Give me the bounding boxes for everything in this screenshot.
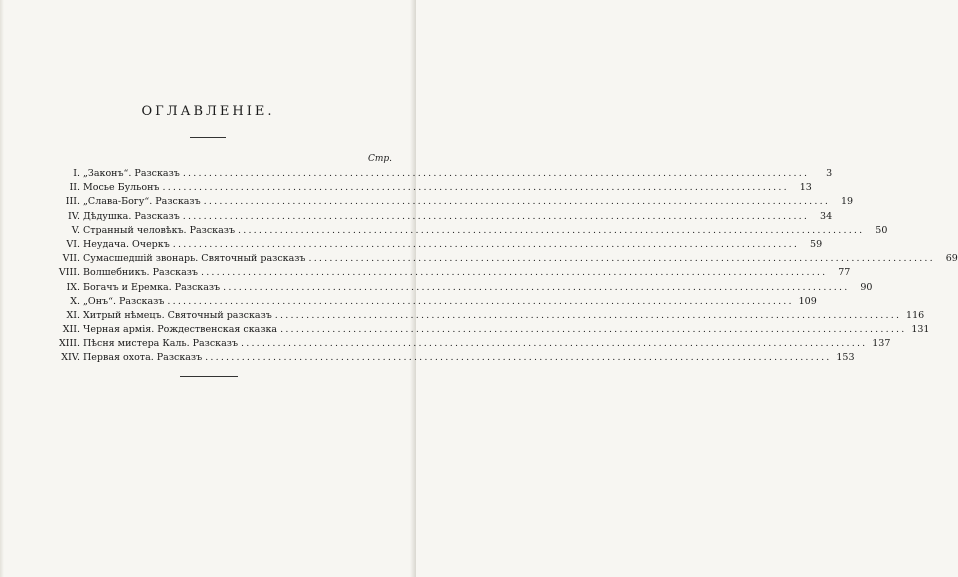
toc-number: IV. (68, 210, 80, 222)
dot-leader: ........................................................................................................................ (203, 196, 831, 208)
toc-number: VIII. (58, 267, 80, 279)
toc-page: 50 (875, 224, 888, 236)
dot-leader: ........................................................................................................................ (205, 352, 832, 364)
toc-title: Неудача. Очеркъ (83, 238, 170, 250)
toc-row (46, 337, 891, 351)
toc-row (46, 195, 854, 209)
toc-title: Мосье Бульонъ (83, 182, 160, 194)
dot-leader: ........................................................................................................................ (308, 253, 935, 265)
toc-number: V. (71, 224, 80, 236)
dot-leader: ........................................................................................................................ (200, 267, 828, 279)
toc-page: 69 (945, 253, 958, 265)
toc-title: Дѣдушка. Разсказъ (83, 210, 180, 222)
toc-number: X. (70, 295, 80, 307)
dot-leader: ........................................................................................................................ (274, 309, 902, 321)
toc-page: 13 (799, 182, 812, 194)
toc-number: II. (69, 182, 80, 194)
toc-page: 90 (860, 281, 873, 293)
toc-row (46, 224, 888, 238)
toc-page: 153 (836, 352, 855, 364)
toc-number: XIV. (61, 352, 80, 364)
title-divider (190, 137, 226, 138)
toc-row (46, 210, 833, 224)
toc-page: 59 (810, 238, 823, 250)
toc-number: VII. (62, 253, 80, 265)
toc-number: XIII. (58, 338, 80, 350)
toc-row (46, 309, 925, 323)
toc-row (46, 323, 930, 337)
dot-leader: ........................................................................................................................ (280, 324, 907, 336)
toc-title: Черная армія. Рождественская сказка (83, 324, 278, 336)
toc-row (46, 295, 817, 309)
toc-number: III. (65, 196, 80, 208)
toc-title: „Онъ“. Разсказъ (83, 295, 165, 307)
toc-number: IX. (66, 281, 80, 293)
toc-title: Пѣсня мистера Каль. Разсказъ (83, 338, 239, 350)
toc-row (46, 167, 833, 181)
dot-leader: ........................................................................................................................ (162, 182, 789, 194)
dot-leader: ........................................................................................................................ (238, 224, 865, 236)
page-edge-left (0, 0, 4, 577)
toc-title: Странный человѣкъ. Разсказъ (83, 224, 235, 236)
toc-row (46, 266, 851, 280)
toc-title: Хитрый нѣмецъ. Святочный разсказъ (83, 309, 272, 321)
toc-title: Волшебникъ. Разсказъ (83, 267, 198, 279)
toc-page: 19 (840, 196, 854, 208)
dot-leader: ........................................................................................................................ (182, 168, 810, 179)
toc-row (46, 252, 958, 266)
toc-page: 109 (798, 295, 817, 307)
toc-title: Первая охота. Разсказъ (83, 352, 203, 364)
toc-page: 77 (838, 267, 851, 279)
toc-page: 131 (911, 324, 930, 336)
page-title: ОГЛАВЛЕНІЕ. (141, 104, 275, 119)
dot-leader: ........................................................................................................................ (172, 238, 800, 250)
toc-number: XI. (66, 309, 80, 321)
toc-number: I. (73, 168, 80, 179)
toc-title: „Слава-Богу“. Разсказъ (83, 196, 201, 208)
toc-number: XII. (62, 324, 80, 336)
toc-title: Сумасшедшій звонарь. Святочный разсказъ (83, 253, 306, 265)
toc-title: „Законъ“. Разсказъ (83, 168, 180, 179)
dot-leader: ........................................................................................................................ (167, 295, 794, 307)
toc-number: VI. (66, 238, 80, 250)
page-column-label: Стр. (368, 154, 393, 164)
toc-row (46, 181, 812, 195)
toc-page: 137 (872, 338, 891, 350)
table-of-contents (46, 167, 958, 366)
dot-leader: ........................................................................................................................ (223, 281, 850, 293)
dot-leader: ........................................................................................................................ (241, 338, 868, 350)
toc-row (46, 281, 873, 295)
toc-page: 34 (820, 210, 833, 222)
toc-title: Богачъ и Еремка. Разсказъ (83, 281, 221, 293)
closing-divider (180, 376, 238, 377)
toc-row (46, 351, 855, 365)
toc-page: 116 (906, 309, 925, 321)
toc-page: 3 (826, 168, 833, 179)
toc-row (46, 238, 823, 252)
dot-leader: ........................................................................................................................ (182, 210, 810, 222)
